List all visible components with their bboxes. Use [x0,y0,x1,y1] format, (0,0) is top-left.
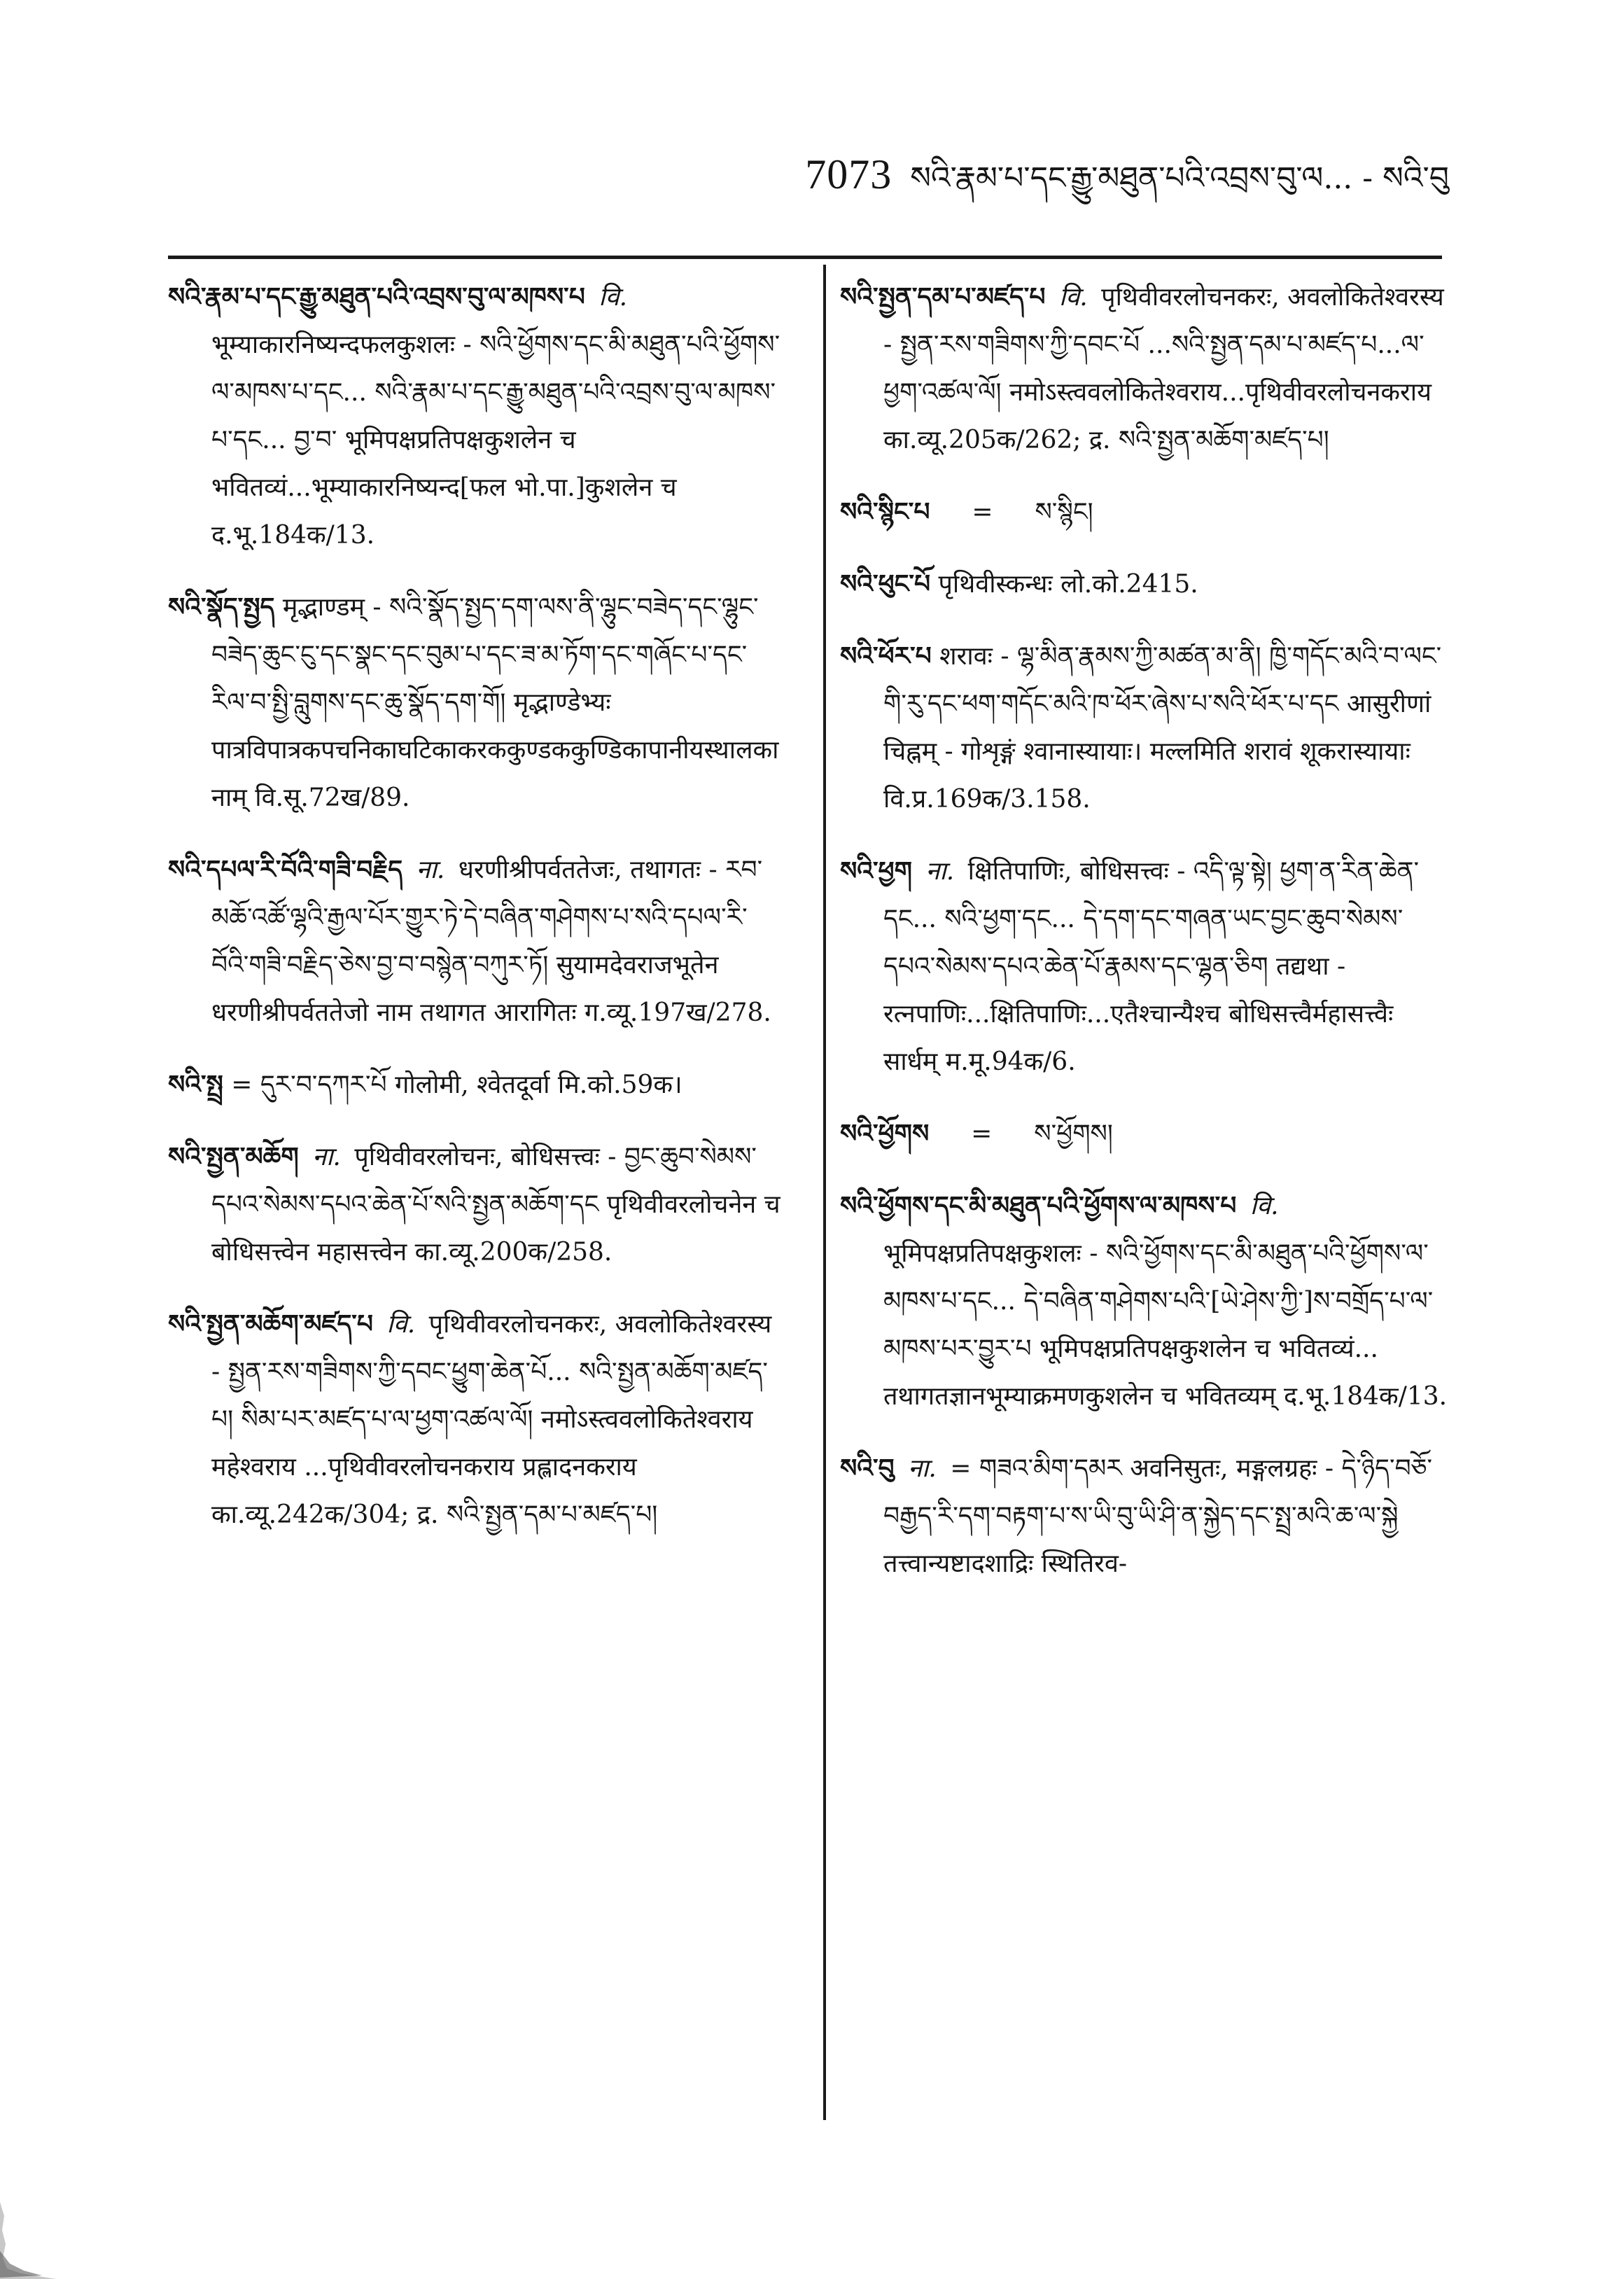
right-column [840,273,1449,2121]
dictionary-entry [168,846,784,1037]
headword: སའི་ཕྱོགས [840,1119,930,1148]
entry-definition: धरणीश्रीपर्वततेजः, तथागतः - རབ་མཆོ་འཚོ་ལྷའི་རྒྱལ་པོར་གྱུར་ཏེ་དེ་བཞིན་གཤེགས་པ་སའི་དཔལ་རི་བོའི་གཟི་བརྗིད་ཅེས་བྱ་བ་བསྙེན་བཀུར་ཏོ། सुयामदेवराजभूतेन धरणीश्रीपर्वततेजो नाम तथागत आरागितः ग.व्यू.197ख/278. [211,856,771,1027]
scan-noise-icon [0,2174,63,2279]
grammar-tag: वि. [1058,283,1088,312]
entry-definition: पृथिवीवरलोचनकरः, अवलोकितेश्वरस्य - སྤྱན་རས་གཟིགས་ཀྱི་དབང་ཕྱུག་ཆེན་པོ... སའི་སྤྱན་མཆོག་མཛད་པ། སིམ་པར་མཛད་པ་ལ་ཕྱག་འཚལ་ལོ། नमोऽस्त्ववलोकितेश्वराय महेश्वराय ...पृथिवीवरलोचनकराय प्रह्लादनकराय का.व्यू.242क/304; द्र. སའི་སྤྱན་དམ་པ་མཛད་པ། [211,1310,772,1529]
grammar-tag: वि. [598,283,628,312]
dictionary-entry [840,1182,1449,1421]
entry-definition: = དུར་བ་དཀར་པོ गोलोमी, श्वेतदूर्वा मि.को.59क। [231,1071,682,1099]
equals-sign: = [971,1120,993,1148]
scan-edge-marks [0,2174,63,2279]
headword: སའི་སྤྱན་མཆོག [168,1142,299,1171]
page-number: 7073 [805,151,892,197]
headword: སའི་ཕུང་པོ [840,569,931,599]
entry-definition: भूम्याकारनिष्यन्दफलकुशलः - སའི་ཕྱོགས་དང་མི་མཐུན་པའི་ཕྱོགས་ལ་མཁས་པ་དང... སའི་རྣམ་པ་དང་རྒྱུ་མཐུན་པའི་འབྲས་བུ་ལ་མཁས་པ་དང... བྱ་བ་ भूमिपक्षप्रतिपक्षकुशलेन च भवितव्यं...भूम्याकारनिष्यन्द[फल भो.पा.]कुशलेन च द.भू.184क/13. [211,330,780,550]
entry-definition: = གཟའ་མིག་དམར अवनिसुतः, मङ्गलग्रहः - དེ་ཉིད་བཅོ་བརྒྱད་རི་དག་བརྟག་པ་ས་ཡི་བུ་ཡི་ཤི་ན་སྐྱེད་དང་སྤྲ་མའི་ཆ་ལ་སྐྱེ तत्त्वान्यष्टादशाद्रिः स्थितिरव- [883,1454,1433,1578]
dictionary-entry [840,273,1449,464]
entry-definition: शरावः - ལྷ་མིན་རྣམས་ཀྱི་མཚན་མ་ནི། ཁྱི་གདོང་མའི་བ་ལང་གི་རུ་དང་ཕག་གདོང་མའི་ཁ་ཕོར་ཞེས་པ་སའི་ཕོར་པ་དང आसुरीणां चिह्नम् - गोशृङ्गं श्वानास्यायाः। मल्लमिति शरावं शूकरास्यायाः वि.प्र.169क/3.158. [883,642,1442,814]
left-column [168,273,784,2121]
column-divider [823,265,826,2120]
headword: སའི་སྣོད་སྤྱད [168,592,275,622]
entry-definition: पृथिवीवरलोचनः, बोधिसत्त्वः - བྱང་ཆུབ་སེམས་དཔའ་སེམས་དཔའ་ཆེན་པོ་སའི་སྤྱན་མཆོག་དང पृथिवीवरलोचनेन च बोधिसत्त्वेन महासत्त्वेन का.व्यू.200क/258. [211,1143,780,1267]
dictionary-entry [168,1133,784,1276]
grammar-tag: ना. [925,857,955,886]
headword: སའི་ཕྱོགས་དང་མི་མཐུན་པའི་ཕྱོགས་ལ་མཁས་པ [840,1191,1237,1220]
entry-definition: पृथिवीस्कन्धः लो.को.2415. [938,570,1198,599]
dictionary-entry [840,1444,1449,1588]
entry-definition: भूमिपक्षप्रतिपक्षकुशलः - སའི་ཕྱོགས་དང་མི་མཐུན་པའི་ཕྱོགས་ལ་མཁས་པ་དང... དེ་བཞིན་གཤེགས་པའི་[ཡེ་ཤེས་ཀྱི་]ས་བགྲོད་པ་ལ་མཁས་པར་བྱུར་པ भूमिपक्षप्रतिपक्षकुशलेन च भवितव्यं... तथागतज्ञानभूम्याक्रमणकुशलेन च भवितव्यम् द.भू.184क/13. [883,1239,1448,1411]
headword: སའི་བུ [840,1454,895,1483]
grammar-tag: ना. [312,1143,341,1171]
header-rule [168,256,1442,259]
dictionary-entry [168,583,784,822]
dictionary-entry [840,632,1449,823]
grammar-tag: ना. [416,856,445,884]
headword: སའི་སྤྱན་མཆོག་མཛད་པ [168,1309,373,1339]
headword: སའི་སྤྱན་དམ་པ་མཛད་པ [840,282,1046,312]
reference-target: ས་ཕྱོགས། [1034,1120,1113,1148]
headword: སའི་སྤྲ [168,1070,223,1099]
dictionary-entry [168,1300,784,1539]
headword: སའི་ཕྱག [840,856,912,886]
headword: སའི་རྣམ་པ་དང་རྒྱུ་མཐུན་པའི་འབྲས་བུ་ལ་མཁས་པ [168,282,585,312]
headword: སའི་སྙིང་པ [840,497,930,527]
running-head: སའི་རྣམ་པ་དང་རྒྱུ་མཐུན་པའི་འབྲས་བུ་ལ... - སའི་བུ [910,160,1449,196]
entry-definition: पृथिवीवरलोचनकरः, अवलोकितेश्वरस्य - སྤྱན་རས་གཟིགས་ཀྱི་དབང་པོ ...སའི་སྤྱན་དམ་པ་མཛད་པ...ལ་ཕྱག་འཚལ་ལོ། नमोऽस्त्ववलोकितेश्वराय...पृथिवीवरलोचनकराय का.व्यू.205क/262; द्र. སའི་སྤྱན་མཆོག་མཛད་པ། [883,283,1444,454]
headword: སའི་ཕོར་པ [840,641,932,671]
dictionary-entry [840,560,1449,608]
headword: སའི་དཔལ་རི་བོའི་གཟི་བརྗིད [168,855,403,884]
reference-target: ས་སྙིང། [1035,498,1093,527]
equals-sign: = [972,498,993,527]
grammar-tag: वि. [386,1310,416,1339]
grammar-tag: ना. [908,1454,937,1483]
entry-definition: क्षितिपाणिः, बोधिसत्त्वः - འདི་ལྟ་སྟེ། ཕྱག་ན་རིན་ཆེན་དང... སའི་ཕྱག་དང... དེ་དག་དང་གཞན་ཡང་བྱང་ཆུབ་སེམས་དཔའ་སེམས་དཔའ་ཆེན་པོ་རྣམས་དང་ལྷན་ཅིག तद्यथा - रत्नपाणिः...क्षितिपाणिः...एतैश्चान्यैश्च बोधिसत्त्वैर्महासत्त्वैः सार्धम् म.मू.94क/6. [883,857,1420,1076]
entry-definition: मृद्भाण्डम् - སའི་སྣོད་སྤྱད་དག་ལས་ནི་ལྷུང་བཟེད་དང་ལྷུང་བཟེད་ཆུང་ངུ་དང་སྣང་དང་བུམ་པ་དང་ཟ་མ་ཏོག་དང་གཞོང་པ་དང་རིལ་བ་སྤྱི་བླུགས་དང་ཆུ་སྣོད་དག་གོ། मृद्भाण्डेभ्यः पात्रविपात्रकपचनिकाघटिकाकरककुण्डककुण्डिकापानीयस्थालकानाम् वि.सू.72ख/89. [211,593,779,812]
grammar-tag: वि. [1250,1192,1279,1220]
dictionary-entry [168,273,784,559]
page-header [805,144,1449,230]
dictionary-entry [168,1061,784,1109]
cross-reference-entry [840,1110,1449,1158]
cross-reference-entry [840,488,1449,536]
dictionary-entry [840,847,1449,1086]
